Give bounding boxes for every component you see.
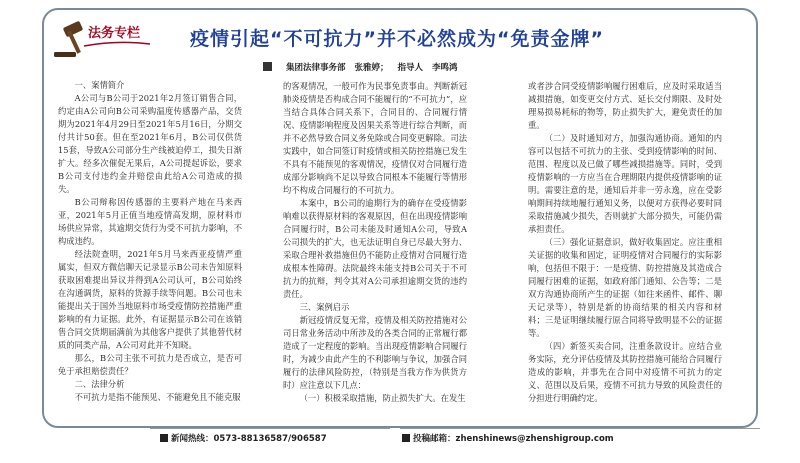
paragraph: B公司辩称因传感器的主要料产地在马来西亚，2021年5月正值当地疫情高发期，原材料市场供应异常，其逾期交货行为受不可抗力影响，不构成违约。 <box>58 197 242 246</box>
byline-advisor: 李鸣鸿 <box>431 63 458 73</box>
bullet-square-icon <box>160 434 168 442</box>
article-column-2 <box>283 80 467 422</box>
page-footer <box>0 432 800 450</box>
footer-hotline <box>160 432 327 444</box>
paragraph: （四）新签买卖合同，注重条款设计。应结合业务实际，充分评估疫情及其防控措施可能给合同履行造成的影响，并事先在合同中对疫情不可抗力的定义、范围以及后果，疫情不可抗力导致的风险责任的分担进行明确约定。 <box>528 341 722 403</box>
byline-advisor-label: 指导人 <box>397 63 423 73</box>
email-label: 投稿邮箱： <box>413 434 456 444</box>
paragraph: （二）及时通知对方，加强沟通协商。通知的内容可以包括不可抗力的主张、受到疫情影响的时间、范围、程度以及已做了哪些减损措施等。同时，受到疫情影响的一方应当在合理期限内提供疫情影响的证明。需要注意的是，通知后并非一劳永逸，应在受影响期间持续地履行通知义务，以便对方获得必要时同采取措施减少损失，否则就扩大部分损失，可能仍需承担责任。 <box>528 133 722 234</box>
article-column-1 <box>58 79 242 421</box>
paragraph: 不可抗力是指不能预见、不能避免且不能克服 <box>74 392 241 402</box>
bullet-square-icon <box>263 62 272 71</box>
bullet-square-icon <box>402 434 410 442</box>
column-brand <box>52 20 162 66</box>
paragraph: 或者涉合同受疫情影响履行困难后，应及时采取适当减损措施，如变更交付方式、延长交付期限、及时处理易损易耗标的物等，防止损失扩大，避免责任的加重。 <box>528 81 722 130</box>
paragraph: 那么，B公司主张不可抗力是否成立，是否可免于承担赔偿责任？ <box>58 353 242 376</box>
paragraph: 二、法律分析 <box>74 379 125 389</box>
byline-authors: 张雅婷； <box>354 63 389 73</box>
paragraph: 的客观情况，一般可作为民事免责事由。判断新冠肺炎疫情是否构成合同不能履行的“不可抗力”，应当结合具体合同关系下，合同目的、合同履行情况、疫情影响程度及因果关系等进行综合判断，而并不必然导致合同义务免除或合同变更解除。司法实践中，如合同签订时疫情或相关防控措施已发生不具有不能预见的客观情况，疫情仅对合同履行造成部分影响尚不足以导致合同根本不能履行等情形均不构成合同履行的不可抗力。 <box>283 81 467 195</box>
article-headline: 疫情引起“不可抗力”并不必然成为“免责金牌” <box>190 28 604 50</box>
paragraph: 新冠疫情反复无常，疫情及相关防控措施对公司日常业务活动中所涉及的各类合同的正常履行都造成了一定程度的影响。当出现疫情影响合同履行时，为减少由此产生的不利影响与争议，加强合同履行的法律风险防控，（特别是当我方作为供货方时）应注意以下几点： <box>283 315 467 390</box>
article-column-3 <box>528 80 722 422</box>
footer-divider-right <box>400 428 760 429</box>
brand-swoosh <box>82 40 152 50</box>
paragraph: 一、案情简介 <box>74 80 125 90</box>
article-byline <box>263 61 457 73</box>
paragraph: A公司与B公司于2021年2月签订销售合同，约定由A公司向B公司采购温度传感器产品，交货期为2021年4月29日至2021年5月16日，分期交付共计50套。但在至2021年6月，B公司仅供货15套，导致A公司部分生产线被迫停工，损失日渐扩大。经多次催促无果后，A公司提起诉讼，要求B公司支付违约金并赔偿由此给A公司造成的损失。 <box>58 93 242 194</box>
paragraph: 本案中，B公司的逾期行为的确存在受疫情影响难以获得原材料的客观原因，但在出现疫情影响合同履行时，B公司未能及时通知A公司，导致A公司损失的扩大，也无法证明自身已尽最大努力、采取合理补救措施但仍不能防止疫情对合同履行造成根本性障碍。法院最终未能支持B公司关于不可抗力的抗辩，判令其对A公司承担逾期交货的违约责任。 <box>283 198 467 299</box>
byline-org: 集团法律事务部 <box>286 63 346 73</box>
column-label: 法务专栏 <box>88 26 141 41</box>
email-address: zhenshinews@zhenshigroup.com <box>455 434 614 444</box>
paragraph: 三、案例启示 <box>299 302 350 312</box>
hotline-number: 0573-88136587/906587 <box>213 434 327 444</box>
paragraph: （三）强化证据意识，做好收集固定。应注重相关证据的收集和固定，证明疫情对合同履行的实际影响，包括但不限于：一是疫情、防控措施及其造成合同履行困难的证据，如政府部门通知、公告等；二是双方沟通协商所产生的证据（如往来函件、邮件、聊天记录等），特别是新的协商结果的相关内容和材料；三是证明继续履行原合同将导致明显不公的证据等。 <box>528 237 722 338</box>
paragraph: 经法院查明，2021年5月马来西亚疫情严重属实，但双方微信聊天记录显示B公司未告知原料获取困难提出异议并得到A公司认可，B公司始终在沟通调货，原料的货源手续等问题。B公司也未能提出关于国外当地原料市场受疫情防控措施严重影响的有力证据。此外，有证据显示B公司在该销售合同交货期届满前为其他客户提供了其他替代材质的同类产品，A公司对此并不知晓。 <box>58 249 242 350</box>
footer-divider-left <box>150 428 390 429</box>
hotline-label: 新闻热线： <box>171 434 214 444</box>
paragraph: （一）积极采取措施，防止损失扩大。在发生 <box>299 393 466 403</box>
footer-email <box>402 432 614 444</box>
